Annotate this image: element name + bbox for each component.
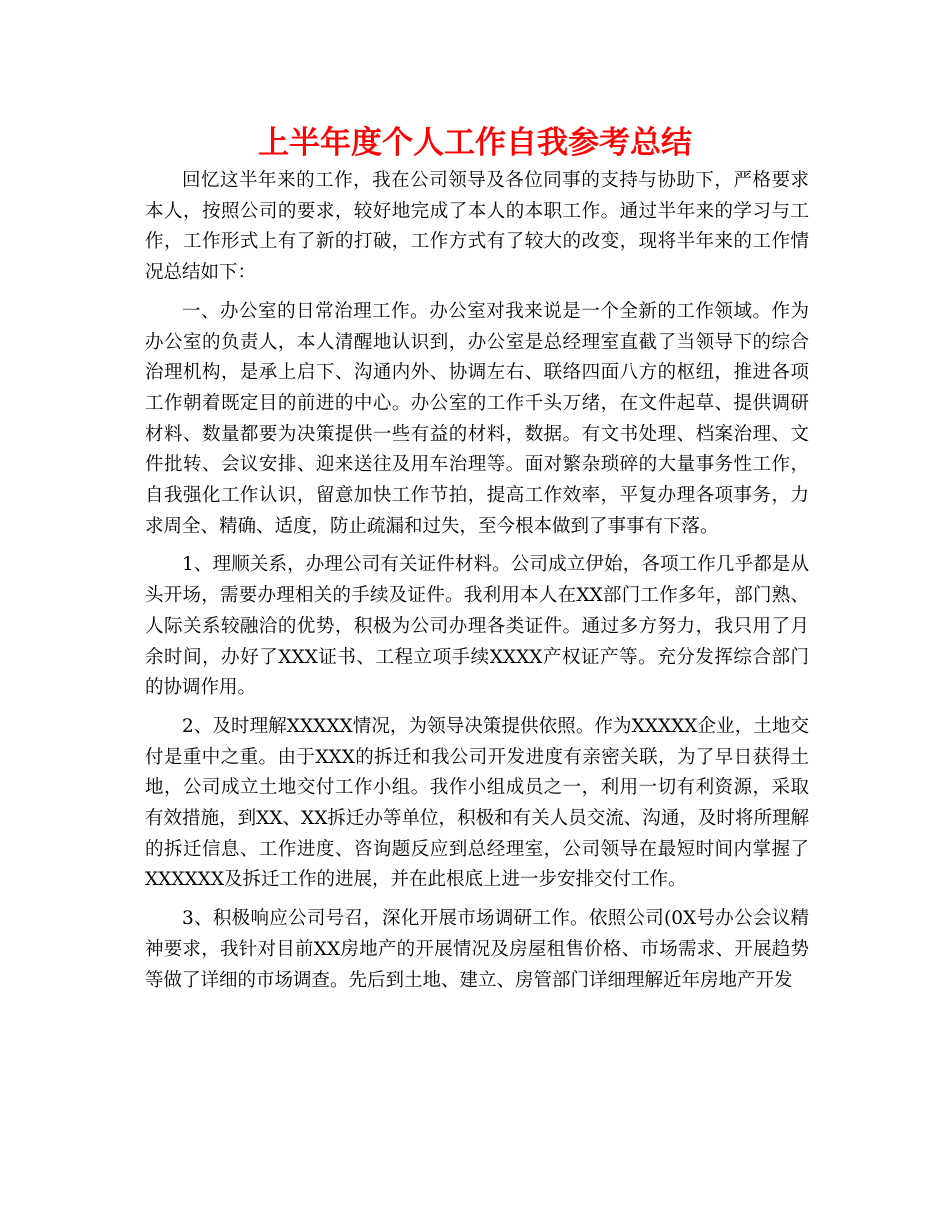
document-title: 上半年度个人工作自我参考总结: [258, 125, 692, 161]
paragraph-item-2: 2、及时理解XXXXX情况，为领导决策提供依照。作为XXXXX企业，土地交付是重中之重。由于XXX的拆迁和我公司开发进度有亲密关联，为了早日获得土地，公司成立土地交付工作小组。我作小组成员之一，利用一切有利资源，采取有效措施，到XX、XX拆迁办等单位，积极和有关人员交流、沟通，及时将所理解的拆迁信息、工作进度、咨询题反应到总经理室，公司领导在最短时间内掌握了XXXXXX及拆迁工作的进展，并在此根底上进一步安排交付工作。: [145, 715, 809, 891]
paragraph-intro: 回忆这半年来的工作，我在公司领导及各位同事的支持与协助下，严格要求本人，按照公司的要求，较好地完成了本人的本职工作。通过半年来的学习与工作，工作形式上有了新的打破，工作方式有了较大的改变，现将半年来的工作情况总结如下：: [145, 170, 809, 284]
document-body: [145, 166, 809, 1004]
paragraph-office-management: 一、办公室的日常治理工作。办公室对我来说是一个全新的工作领域。作为办公室的负责人，本人清醒地认识到，办公室是总经理室直截了当领导下的综合治理机构，是承上启下、沟通内外、协调左右、联络四面八方的枢纽，推进各项工作朝着既定目的前进的中心。办公室的工作千头万绪，在文件起草、提供调研材料、数量都要为决策提供一些有益的材料，数据。有文书处理、档案治理、文件批转、会议安排、迎来送往及用车治理等。面对繁杂琐碎的大量事务性工作，自我强化工作认识，留意加快工作节拍，提高工作效率，平复办理各项事务，力求周全、精确、适度，防止疏漏和过失，至今根本做到了事事有下落。: [145, 300, 809, 537]
paragraph-item-3: 3、积极响应公司号召，深化开展市场调研工作。依照公司(0X号办公会议精神要求，我针对目前XX房地产的开展情况及房屋租售价格、市场需求、开展趋势等做了详细的市场调查。先后到土地、建立、房管部门详细理解近年房地产开发: [145, 908, 809, 991]
paragraph-item-1: 1、理顺关系，办理公司有关证件材料。公司成立伊始，各项工作几乎都是从头开场，需要办理相关的手续及证件。我利用本人在XX部门工作多年，部门熟、人际关系较融洽的优势，积极为公司办理各类证件。通过多方努力，我只用了月余时间，办好了XXX证书、工程立项手续XXXX产权证产等。充分发挥综合部门的协调作用。: [145, 554, 809, 699]
